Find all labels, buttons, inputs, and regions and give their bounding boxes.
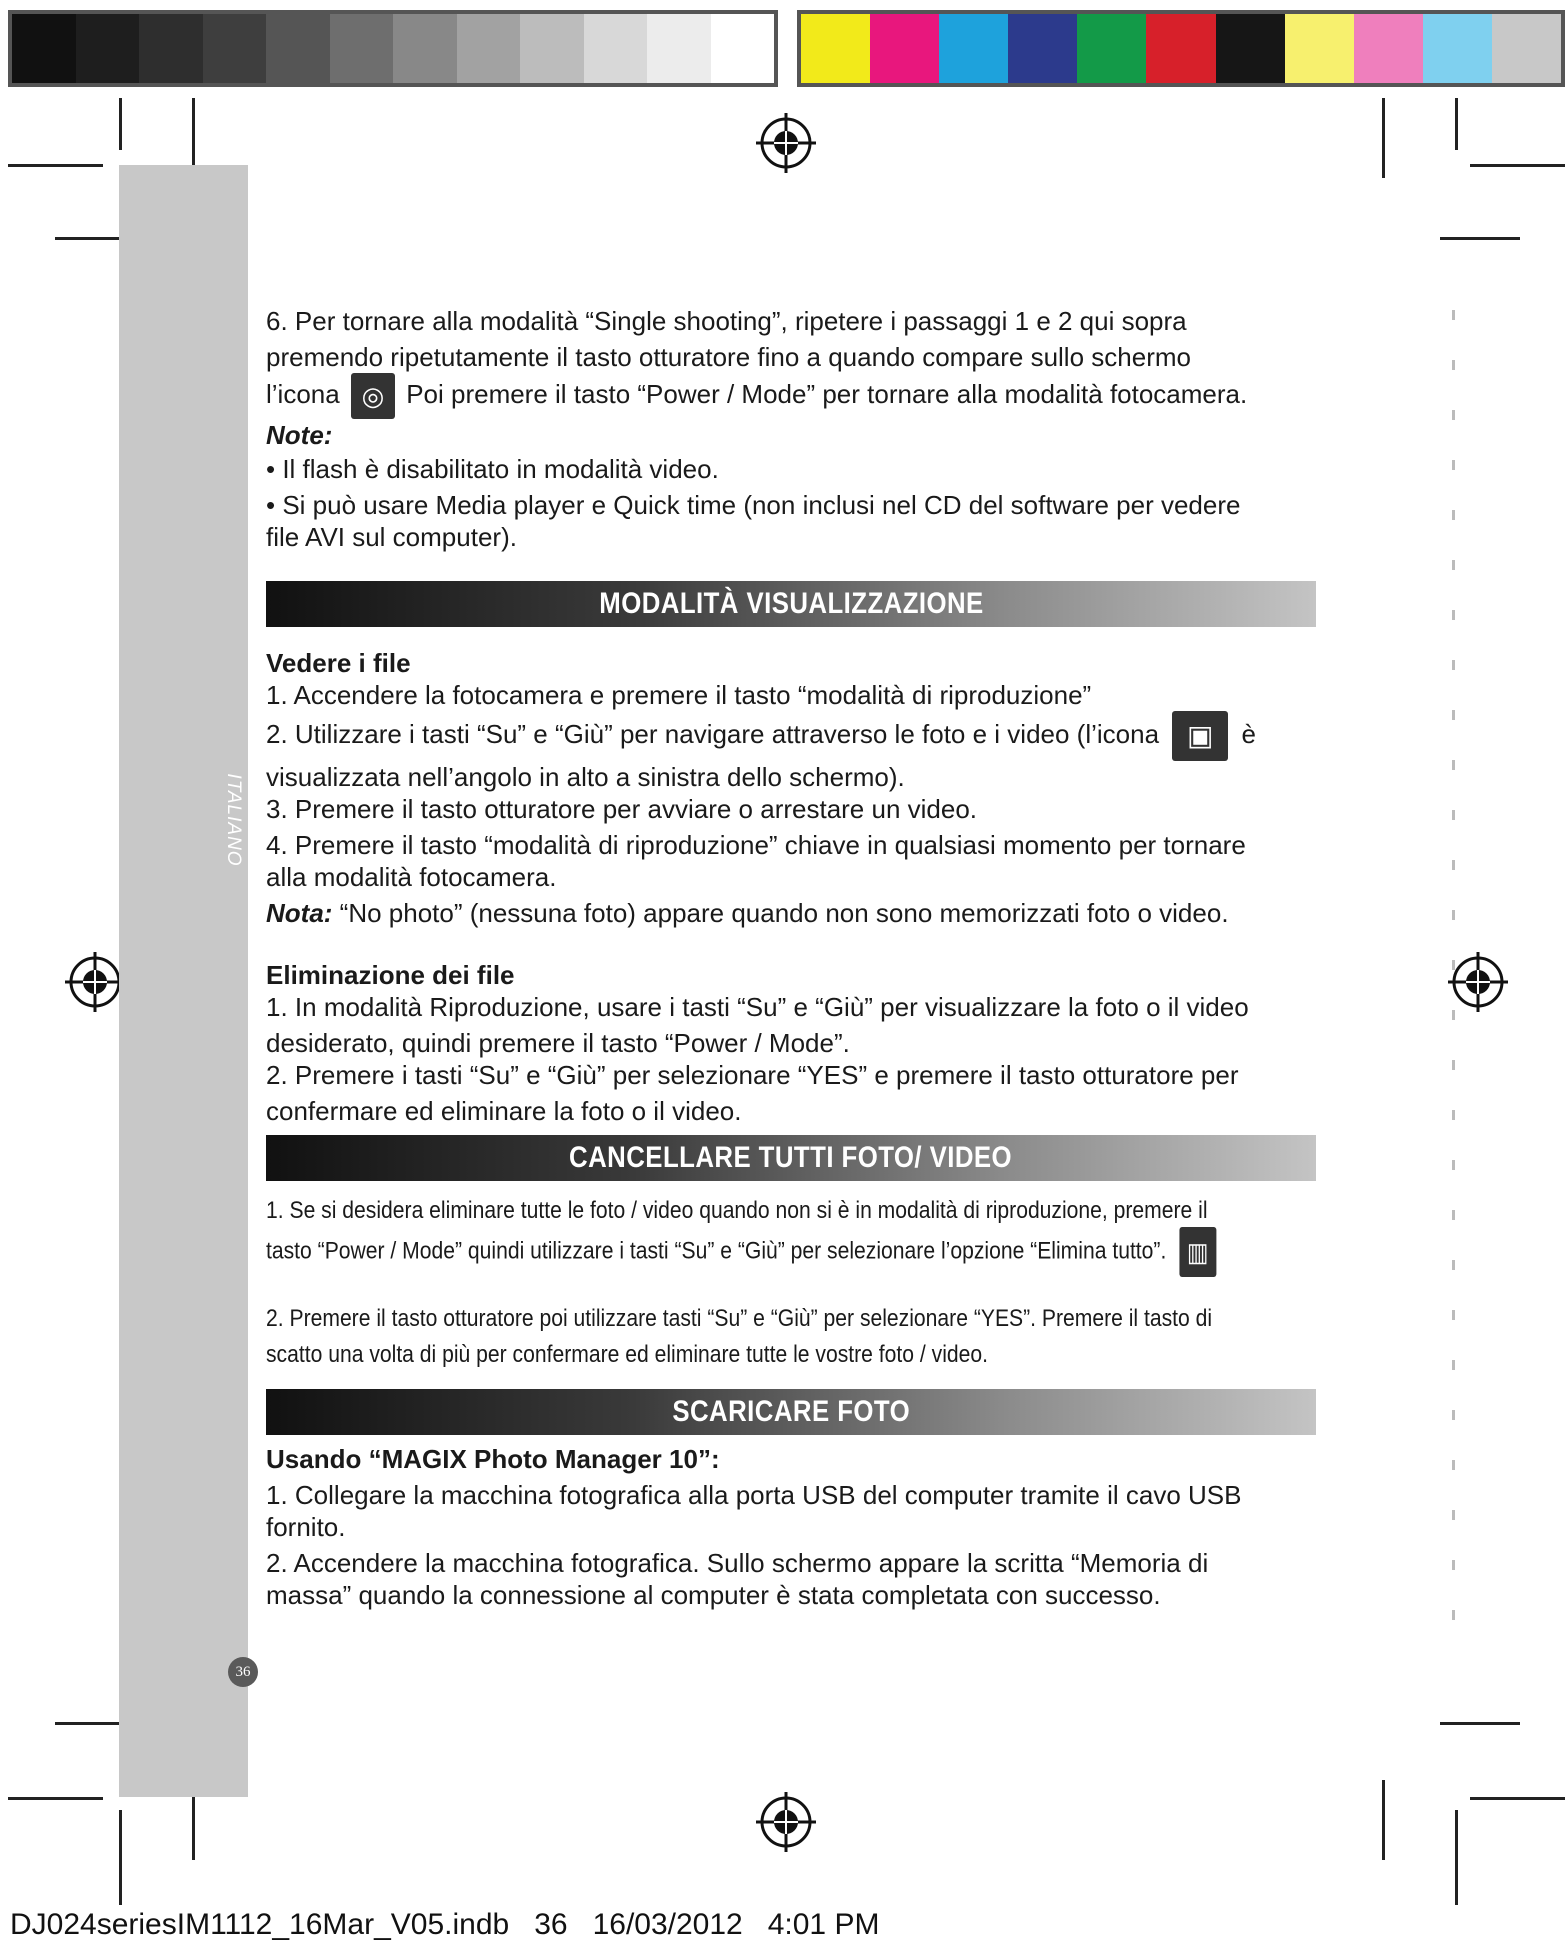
calibration-swatch xyxy=(457,14,521,83)
view-step-2b: visualizzata nell’angolo in alto a sinistra dello schermo). xyxy=(266,762,905,792)
crop-mark xyxy=(1440,1722,1520,1725)
calibration-swatch xyxy=(76,14,140,83)
calibration-swatch xyxy=(139,14,203,83)
calibration-swatch xyxy=(1492,14,1561,83)
calibration-swatch xyxy=(12,14,76,83)
note-item-2b: file AVI sul computer). xyxy=(266,522,517,552)
calibration-swatch xyxy=(1146,14,1215,83)
section-heading-delete-all: CANCELLARE TUTTI FOTO/ VIDEO xyxy=(266,1135,1316,1181)
step6-text-b: Poi premere il tasto “Power / Mode” per tornare alla modalità fotocamera. xyxy=(406,378,1248,409)
calibration-swatch xyxy=(266,14,330,83)
view-step-3: 3. Premere il tasto otturatore per avviare o arrestare un video. xyxy=(266,794,978,824)
calibration-swatch xyxy=(801,14,870,83)
crop-mark xyxy=(1440,237,1520,240)
calibration-swatch xyxy=(1216,14,1285,83)
delete-all-icon: ▥ xyxy=(1179,1227,1216,1277)
crop-mark xyxy=(119,1810,122,1905)
view-step-1: 1. Accendere la fotocamera e premere il tasto “modalità di riproduzione” xyxy=(266,680,1092,710)
view-step-4a: 4. Premere il tasto “modalità di riproduzione” chiave in qualsiasi momento per tornare xyxy=(266,830,1246,860)
calibration-swatch xyxy=(393,14,457,83)
right-fold-dashes xyxy=(1452,310,1455,1660)
subheading-magix: Usando “MAGIX Photo Manager 10”: xyxy=(266,1444,720,1474)
crop-mark xyxy=(1455,98,1458,150)
delete-all-step-2b: scatto una volta di più per confermare ed eliminare tutte le vostre foto / video. xyxy=(266,1341,988,1368)
note-item-1: • Il flash è disabilitato in modalità video. xyxy=(266,454,719,484)
grayscale-calibration-bar xyxy=(8,10,778,87)
calibration-swatch xyxy=(1423,14,1492,83)
delete-all-step-2a: 2. Premere il tasto otturatore poi utilizzare tasti “Su” e “Giù” per selezionare “YES”. Premere il tasto di xyxy=(266,1305,1213,1332)
download-step-1a: 1. Collegare la macchina fotografica alla porta USB del computer tramite il cavo USB xyxy=(266,1480,1242,1510)
step6-line1: 6. Per tornare alla modalità “Single shooting”, ripetere i passaggi 1 e 2 qui sopra xyxy=(266,306,1187,336)
crop-mark xyxy=(1470,164,1565,167)
calibration-swatch xyxy=(647,14,711,83)
delete-all-step-1b: tasto “Power / Mode” quindi utilizzare i tasti “Su” e “Giù” per selezionare l’opzione “Elimina tutto”. ▥ xyxy=(266,1227,1316,1277)
view-step-2a: 2. Utilizzare i tasti “Su” e “Giù” per navigare attraverso le foto e i video (l’icona ▣ è xyxy=(266,711,1316,761)
subheading-view-files: Vedere i file xyxy=(266,648,411,678)
download-step-2a: 2. Accendere la macchina fotografica. Sullo schermo appare la scritta “Memoria di xyxy=(266,1548,1209,1578)
view-nota: Nota: “No photo” (nessuna foto) appare quando non sono memorizzati foto o video. xyxy=(266,898,1229,928)
registration-target-icon xyxy=(1448,952,1508,1012)
crop-mark xyxy=(1470,1797,1565,1800)
note-item-2a: • Si può usare Media player e Quick time (non inclusi nel CD del software per vedere xyxy=(266,490,1241,520)
delete-all-step-1a: 1. Se si desidera eliminare tutte le foto / video quando non si è in modalità di riproduzione, premere il xyxy=(266,1197,1208,1224)
calibration-swatch xyxy=(711,14,775,83)
calibration-swatch xyxy=(1285,14,1354,83)
registration-target-icon xyxy=(756,113,816,173)
playback-mode-icon: ▣ xyxy=(1172,711,1228,761)
calibration-swatch xyxy=(1008,14,1077,83)
camera-mode-icon: ◎ xyxy=(351,373,395,419)
color-calibration-bar xyxy=(797,10,1565,87)
section-heading-download: SCARICARE FOTO xyxy=(266,1389,1316,1435)
calibration-swatch xyxy=(203,14,267,83)
delete-step-1a: 1. In modalità Riproduzione, usare i tasti “Su” e “Giù” per visualizzare la foto o il video xyxy=(266,992,1249,1022)
crop-mark xyxy=(1455,1810,1458,1905)
view-step-4b: alla modalità fotocamera. xyxy=(266,862,557,892)
calibration-swatch xyxy=(520,14,584,83)
calibration-swatch xyxy=(1354,14,1423,83)
delete-step-2b: confermare ed eliminare la foto o il video. xyxy=(266,1096,742,1126)
crop-mark xyxy=(1382,1780,1385,1860)
crop-mark xyxy=(1382,98,1385,178)
step6-text-a: l’icona xyxy=(266,378,340,409)
print-slug: DJ024seriesIM1112_16Mar_V05.indb 36 16/03/2012 4:01 PM xyxy=(10,1908,880,1941)
note-heading: Note: xyxy=(266,420,333,450)
calibration-swatch xyxy=(1077,14,1146,83)
download-step-1b: fornito. xyxy=(266,1512,346,1542)
page-content xyxy=(266,305,1316,1611)
calibration-swatch xyxy=(870,14,939,83)
subheading-delete-files: Eliminazione dei file xyxy=(266,960,515,990)
registration-target-icon xyxy=(65,952,125,1012)
crop-mark xyxy=(119,98,122,150)
delete-step-2a: 2. Premere i tasti “Su” e “Giù” per selezionare “YES” e premere il tasto otturatore per xyxy=(266,1060,1239,1090)
step6-line3 xyxy=(266,373,1316,419)
left-margin-bar xyxy=(119,165,248,1797)
delete-step-1b: desiderato, quindi premere il tasto “Power / Mode”. xyxy=(266,1028,850,1058)
calibration-swatch xyxy=(584,14,648,83)
language-tab xyxy=(218,760,248,880)
page-number: 36 xyxy=(228,1657,258,1687)
step6-line2: premendo ripetutamente il tasto otturatore fino a quando compare sullo schermo xyxy=(266,342,1191,372)
registration-target-icon xyxy=(756,1792,816,1852)
calibration-swatch xyxy=(939,14,1008,83)
language-label: ITALIANO xyxy=(223,773,244,867)
section-heading-view: MODALITÀ VISUALIZZAZIONE xyxy=(266,581,1316,627)
crop-mark xyxy=(8,164,103,167)
calibration-swatch xyxy=(330,14,394,83)
download-step-2b: massa” quando la connessione al computer è stata completata con successo. xyxy=(266,1580,1161,1610)
crop-mark xyxy=(8,1797,103,1800)
